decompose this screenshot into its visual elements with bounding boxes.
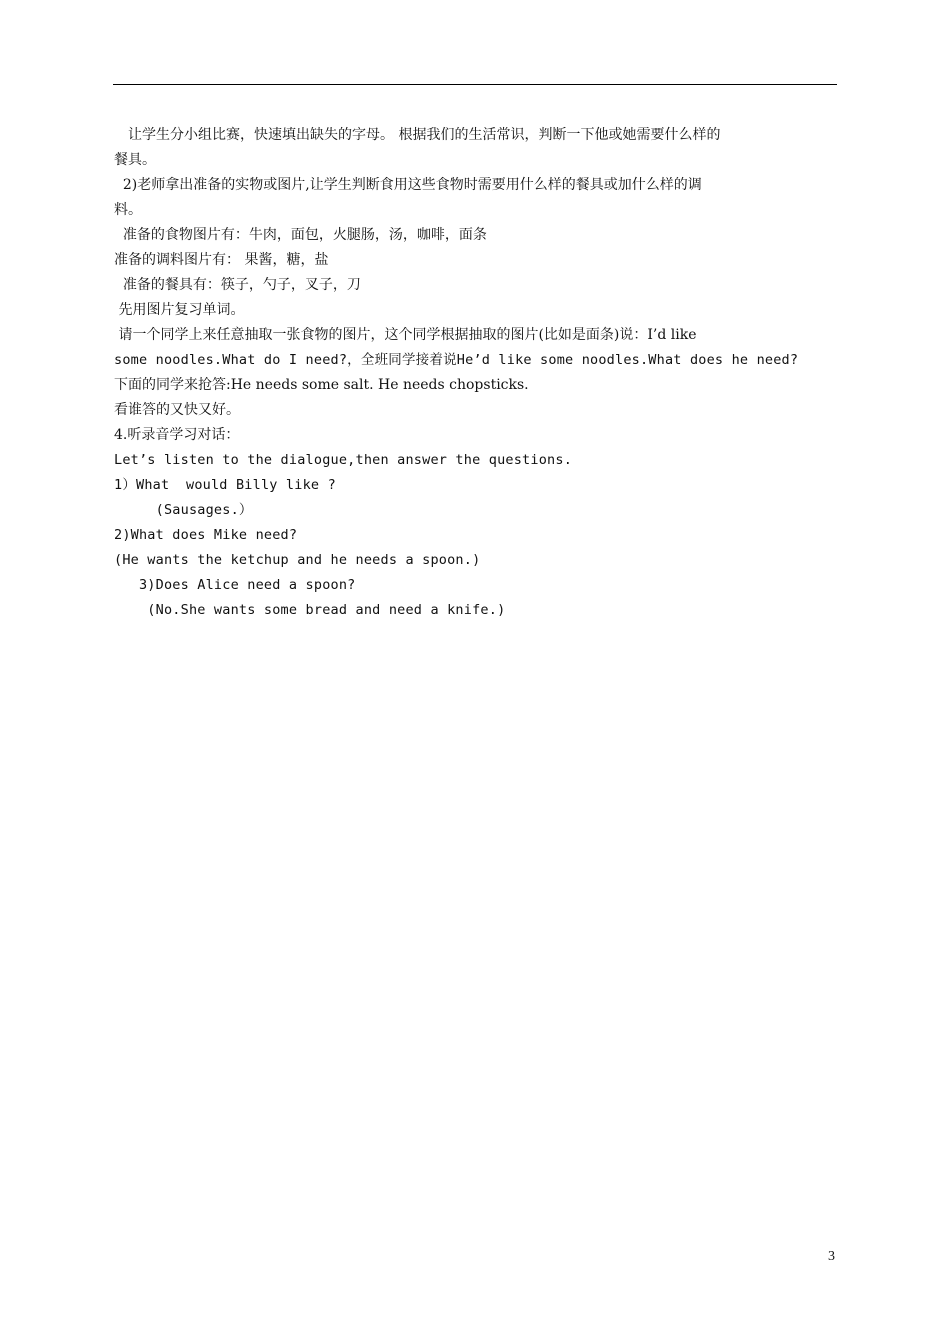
document-body bbox=[114, 123, 837, 623]
question-line: 3)Does Alice need a spoon? bbox=[114, 577, 356, 593]
page-number: 3 bbox=[828, 1249, 835, 1264]
paragraph-line: 请一个同学上来任意抽取一张食物的图片，这个同学根据抽取的图片(比如是面条)说：I’d like bbox=[114, 327, 697, 343]
answer-line: (He wants the ketchup and he needs a spoon.) bbox=[114, 552, 481, 568]
paragraph-line: 餐具。 bbox=[114, 152, 156, 168]
answer-line: (No.She wants some bread and need a knife.) bbox=[114, 602, 506, 618]
header-rule bbox=[113, 84, 837, 85]
paragraph-line: 2)老师拿出准备的实物或图片,让学生判断食用这些食物时需要用什么样的餐具或加什么样的调 bbox=[114, 177, 702, 193]
paragraph-line: Let’s listen to the dialogue,then answer the questions. bbox=[114, 452, 573, 468]
paragraph-line: 准备的餐具有：筷子，勺子，叉子，刀 bbox=[114, 277, 361, 293]
question-line: 1）What would Billy like ? bbox=[114, 477, 336, 493]
paragraph-line: 料。 bbox=[114, 202, 142, 218]
paragraph-line: 先用图片复习单词。 bbox=[114, 302, 245, 318]
section-heading: 4.听录音学习对话： bbox=[114, 427, 240, 443]
question-line: 2)What does Mike need? bbox=[114, 527, 298, 543]
paragraph-line: 看谁答的又快又好。 bbox=[114, 402, 240, 418]
paragraph-line: some noodles.What do I need?，全班同学接着说He’d like some noodles.What does he need? bbox=[114, 352, 799, 368]
paragraph-line: 让学生分小组比赛，快速填出缺失的字母。 根据我们的生活常识，判断一下他或她需要什么样的 bbox=[114, 127, 721, 143]
answer-line: (Sausages.） bbox=[114, 502, 253, 518]
paragraph-line: 下面的同学来抢答:He needs some salt. He needs chopsticks. bbox=[114, 377, 529, 393]
paragraph-line: 准备的食物图片有：牛肉，面包，火腿肠，汤，咖啡，面条 bbox=[114, 227, 487, 243]
paragraph-line: 准备的调料图片有： 果酱，糖，盐 bbox=[114, 252, 329, 268]
